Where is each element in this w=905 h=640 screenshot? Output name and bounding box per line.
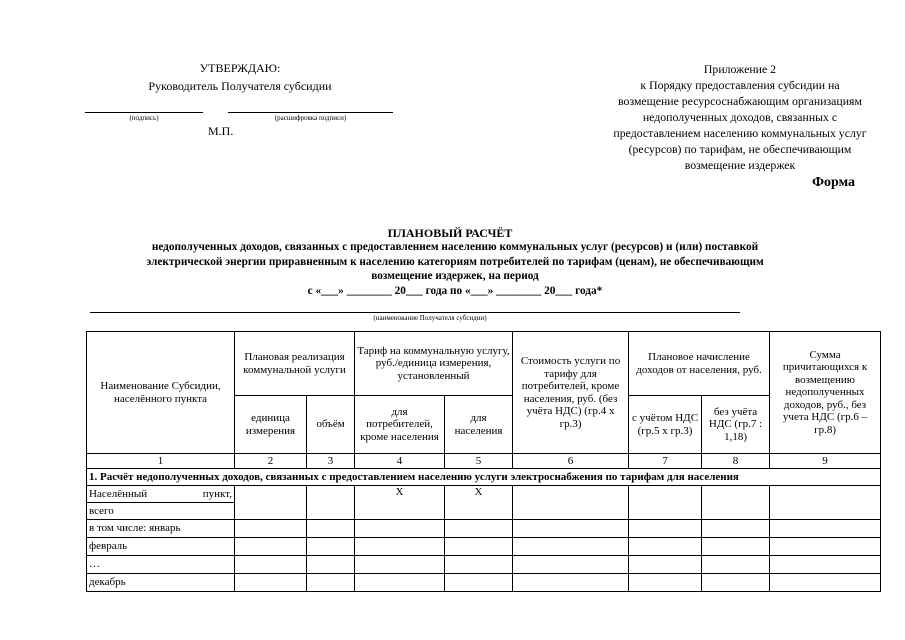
row-label: всего xyxy=(87,503,235,520)
seal-label: М.П. xyxy=(208,124,234,138)
table-cell xyxy=(513,520,629,538)
table-cell xyxy=(770,486,881,520)
table-cell xyxy=(629,574,702,592)
header-tariff-non-population: для потребителей, кроме населения xyxy=(355,396,445,454)
header-row xyxy=(87,332,881,396)
header-tariff-population: для населения xyxy=(445,396,513,454)
appendix-line: Приложение 2 xyxy=(703,62,777,76)
table-cell xyxy=(513,538,629,556)
document-subtitle xyxy=(110,240,800,298)
header-sum: Сумма причитающихся к возмещению недополученных доходов, руб., без учета НДС (гр.6 – гр.8) xyxy=(770,332,881,454)
table-cell xyxy=(445,520,513,538)
table-cell xyxy=(513,486,629,520)
subtitle-line: электрической энергии приравненным к населению категориям потребителей по тарифам (ценам), не обеспечивающим xyxy=(146,255,764,268)
appendix-line: (ресурсов) по тарифам, не обеспечивающим xyxy=(628,142,852,156)
table-cell xyxy=(629,538,702,556)
table-cell xyxy=(702,538,770,556)
table-row xyxy=(87,486,881,503)
table-cell xyxy=(702,520,770,538)
table-cell xyxy=(702,574,770,592)
column-number: 2 xyxy=(235,454,307,469)
appendix-line: недополученных доходов, связанных с xyxy=(642,110,838,124)
recipient-line xyxy=(90,312,740,313)
column-number: 4 xyxy=(355,454,445,469)
table-cell xyxy=(235,556,307,574)
table-row xyxy=(87,574,881,592)
decoding-line xyxy=(228,112,393,113)
table-cell xyxy=(513,556,629,574)
table-cell xyxy=(770,538,881,556)
signature-line xyxy=(85,112,203,113)
table-row xyxy=(87,538,881,556)
table-row xyxy=(87,520,881,538)
table-cell xyxy=(770,556,881,574)
appendix-line: предоставлением населению коммунальных услуг xyxy=(613,126,867,140)
header-accrual: Плановое начисление доходов от населения, руб. xyxy=(629,332,770,396)
header-cost: Стоимость услуги по тарифу для потребителей, кроме населения, руб. (без учёта НДС) (гр.4 х гр.3) xyxy=(513,332,629,454)
header-tariff: Тариф на коммунальную услугу, руб./единица измерения, установленный xyxy=(355,332,513,396)
recipient-caption: (наименование Получателя субсидии) xyxy=(373,314,487,322)
signature-caption: (подпись) xyxy=(129,114,159,122)
header-without-vat: без учёта НДС (гр.7 : 1,18) xyxy=(702,396,770,454)
row-label: Населённый пункт, xyxy=(87,486,235,503)
table-cell xyxy=(355,574,445,592)
header-unit: единица измерения xyxy=(235,396,307,454)
approval-title: УТВЕРЖДАЮ: xyxy=(199,61,281,75)
calculation-table xyxy=(86,331,881,592)
table-cell xyxy=(770,574,881,592)
subtitle-line: недополученных доходов, связанных с предоставлением населению коммунальных услуг (ресурсов) и (или) поставкой xyxy=(151,241,759,253)
table-cell xyxy=(513,574,629,592)
table-cell xyxy=(307,486,355,520)
table-cell: Х xyxy=(445,486,513,520)
approval-subtitle: Руководитель Получателя субсидии xyxy=(148,79,332,93)
table-cell xyxy=(445,574,513,592)
row-label: февраль xyxy=(87,538,235,556)
column-number: 5 xyxy=(445,454,513,469)
section-row xyxy=(87,469,881,486)
table-cell xyxy=(235,486,307,520)
table-cell xyxy=(235,538,307,556)
table-cell xyxy=(702,556,770,574)
period-line: с «___» ________ 20___ года по «___» ________ 20___ года* xyxy=(307,284,603,297)
appendix-line: к Порядку предоставления субсидии на xyxy=(640,78,840,92)
column-number: 8 xyxy=(702,454,770,469)
table-cell xyxy=(770,520,881,538)
column-number: 1 xyxy=(87,454,235,469)
table-cell xyxy=(307,538,355,556)
column-number: 6 xyxy=(513,454,629,469)
appendix-line: возмещение издержек xyxy=(684,158,796,172)
table-cell xyxy=(355,556,445,574)
header-name: Наименование Субсидии, населённого пункта xyxy=(87,332,235,454)
table-cell xyxy=(307,574,355,592)
column-number: 9 xyxy=(770,454,881,469)
appendix-block xyxy=(590,61,890,173)
table-cell xyxy=(629,556,702,574)
row-label: … xyxy=(87,556,235,574)
decoding-caption: (расшифровка подписи) xyxy=(274,114,347,122)
section-title: 1. Расчёт недополученных доходов, связанных с предоставлением населению услуги электроснабжения по тарифам для населения xyxy=(87,469,881,486)
table-cell xyxy=(629,486,702,520)
table-cell xyxy=(629,520,702,538)
row-label: в том числе: январь xyxy=(87,520,235,538)
table-cell xyxy=(355,520,445,538)
table-cell xyxy=(445,556,513,574)
table-cell xyxy=(235,520,307,538)
table-row xyxy=(87,556,881,574)
header-volume: объём xyxy=(307,396,355,454)
table-cell xyxy=(702,486,770,520)
column-number-row xyxy=(87,454,881,469)
row-label: декабрь xyxy=(87,574,235,592)
subtitle-line: возмещение издержек, на период xyxy=(371,270,539,282)
column-number: 3 xyxy=(307,454,355,469)
table-cell xyxy=(355,538,445,556)
document-title: ПЛАНОВЫЙ РАСЧЁТ xyxy=(387,226,513,240)
table-cell: Х xyxy=(355,486,445,520)
appendix-line: возмещение ресурсоснабжающим организациям xyxy=(618,94,862,108)
table-cell xyxy=(307,520,355,538)
form-label: Форма xyxy=(812,175,856,190)
table-cell xyxy=(235,574,307,592)
column-number: 7 xyxy=(629,454,702,469)
header-planned-sales: Плановая реализация коммунальной услуги xyxy=(235,332,355,396)
header-with-vat: с учётом НДС (гр.5 х гр.3) xyxy=(629,396,702,454)
table-cell xyxy=(445,538,513,556)
table-cell xyxy=(307,556,355,574)
